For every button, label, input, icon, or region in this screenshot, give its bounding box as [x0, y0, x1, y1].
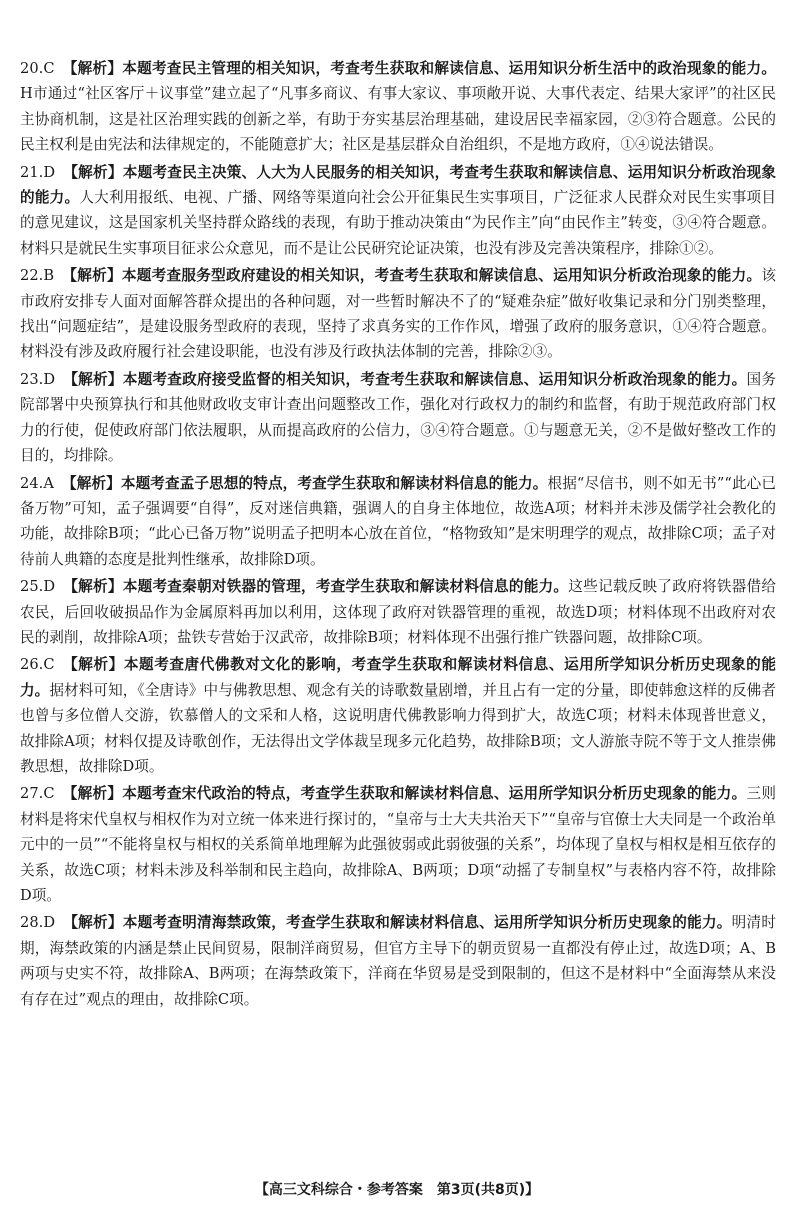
analysis-tag: 【解析】: [62, 267, 122, 285]
analysis-tag: 【解析】: [62, 656, 124, 674]
analysis-lead: 本题考查民主决策、人大为人民服务的相关知识，考查考生获取和解读信息、运用知识分析政治现象的能力。: [20, 163, 776, 207]
analysis-lead: 本题考查宋代政治的特点，考查学生获取和解读材料信息、运用所学知识分析历史现象的能力。: [122, 785, 747, 803]
analysis-body: 这些记载反映了政府将铁器借给农民，后回收破损品作为金属原料再加以利用，这体现了政府对铁器管理的重视，故选D项；材料体现不出政府对农民的剥削，故排除A项；盐铁专营始于汉武帝，故排除B项；材料体现不出强行推广铁器问题，故排除C项。: [20, 578, 777, 646]
answer-item-23: [20, 367, 776, 469]
question-number: 21.D: [20, 163, 56, 181]
page-footer: 【高三文科综合・参考答案 第3页(共8页)】: [254, 1182, 540, 1198]
analysis-tag: 【解析】: [63, 370, 123, 388]
analysis-lead: 本题考查孟子思想的特点，考查学生获取和解读材料信息的能力。: [120, 474, 548, 492]
analysis-body: 明清时期，海禁政策的内涵是禁止民间贸易，限制洋商贸易，但官方主导下的朝贡贸易一直都没有停止过，故选D项；A、B两项与史实不符，故排除A、B两项；在海禁政策下，洋商在华贸易是受到限制的，但这不是材料中“全面海禁从来没有存在过”观点的理由，故排除C项。: [20, 914, 777, 1008]
answer-item-20: [20, 56, 776, 158]
analysis-tag: 【解析】: [63, 914, 123, 932]
question-number: 20.C: [20, 60, 55, 77]
analysis-tag: 【解析】: [62, 785, 123, 803]
question-number: 24.A: [20, 474, 54, 492]
answer-paragraph: [20, 56, 776, 158]
question-number: 26.C: [20, 656, 55, 674]
answer-item-25: [20, 574, 776, 650]
answer-paragraph: [20, 471, 776, 573]
answer-paragraph: [20, 160, 776, 262]
answer-paragraph: [20, 781, 776, 908]
answer-paragraph: [20, 652, 776, 779]
analysis-body: 人大利用报纸、电视、广播、网络等渠道向社会公开征集民生实事项目，广泛征求人民群众对民生实事项目的意见建议，这是国家机关坚持群众路线的表现，有助于推动决策由“为民作主”向“由民作主”转变，③④符合题意。材料只是就民生实事项目征求公众意见，而不是让公民研究论证决策，也没有涉及完善决策程序，排除①②。: [20, 189, 776, 257]
answer-item-27: [20, 781, 776, 908]
analysis-tag: 【解析】: [63, 163, 123, 181]
analysis-lead: 本题考查明清海禁政策，考查学生获取和解读材料信息、运用所学知识分析历史现象的能力。: [122, 914, 732, 932]
answer-item-21: [20, 160, 776, 262]
analysis-body: 国务院部署中央预算执行和其他财政收支审计查出问题整改工作，强化对行政权力的制约和监督，有助于规范政府部门权力的行使，促使政府部门依法履职，从而提高政府的公信力，③④符合题意。①与题意无关，②不是做好整改工作的目的，均排除。: [20, 370, 776, 465]
analysis-body: 三则材料是将宋代皇权与相权作为对立统一体来进行探讨的，“皇帝与士大夫共治天下”“皇帝与官僚士大夫同是一个政治单元中的一员”“不能将皇权与相权的关系简单地理解为此强彼弱或此弱彼强的关系”，均体现了皇权与相权是相互依存的关系，故选C项；材料未涉及科举制和民主趋向，故排除A、B两项；D项“动摇了专制皇权”与表格内容不符，故排除D项。: [20, 785, 776, 904]
analysis-lead: 本题考查政府接受监督的相关知识，考查考生获取和解读信息、运用知识分析政治现象的能力。: [122, 370, 747, 388]
analysis-body: 根据“尽信书，则不如无书”“此心已备万物”可知，孟子强调要“自得”，反对迷信典籍，强调人的自身主体地位，故选A项；材料并未涉及儒学社会教化的功能，故排除B项；“此心已备万物”说明孟子把明本心放在首位，“格物致知”是宋明理学的观点，故排除C项；孟子对待前人典籍的态度是批判性继承，故排除D项。: [20, 474, 777, 568]
answer-item-28: [20, 910, 776, 1012]
question-number: 25.D: [20, 578, 56, 596]
analysis-lead: 本题考查秦朝对铁器的管理，考查学生获取和解读材料信息的能力。: [122, 578, 569, 596]
answer-paragraph: [20, 910, 776, 1012]
question-number: 22.B: [20, 267, 55, 285]
analysis-tag: 【解析】: [61, 474, 121, 492]
answer-paragraph: [20, 574, 776, 650]
answer-list: [20, 56, 776, 1014]
analysis-tag: 【解析】: [62, 60, 123, 77]
analysis-lead: 本题考查唐代佛教对文化的影响，考查学生获取和解读材料信息、运用所学知识分析历史现象的能力。: [20, 656, 777, 699]
analysis-body: 该市政府安排专人面对面解答群众提出的各种问题，对一些暂时解决不了的“疑难杂症”做好收集记录和分门别类整理，找出“问题症结”，是建设服务型政府的表现，坚持了求真务实的工作作风，增强了政府的服务意识，①④符合题意。材料没有涉及政府履行社会建设职能，也没有涉及行政执法体制的完善，排除②③。: [20, 267, 776, 361]
analysis-body: H市通过“社区客厅＋议事堂”建立起了“凡事多商议、有事大家议、事项敞开说、大事代表定、结果大家评”的社区民主协商机制，这是社区治理实践的创新之举，有助于夯实基层治理基础，建设居民幸福家园，②③符合题意。公民的民主权利是由宪法和法律规定的，不能随意扩大；社区是基层群众自治组织，不是地方政府，①④说法错误。: [20, 85, 776, 154]
answer-paragraph: [20, 263, 776, 365]
answer-paragraph: [20, 367, 776, 469]
answer-item-24: [20, 471, 776, 573]
question-number: 23.D: [20, 370, 56, 388]
analysis-tag: 【解析】: [63, 578, 123, 596]
analysis-lead: 本题考查民主管理的相关知识，考查考生获取和解读信息、运用知识分析生活中的政治现象的能力。: [122, 60, 776, 77]
question-number: 28.D: [20, 914, 56, 932]
analysis-body: 据材料可知，《全唐诗》中与佛教思想、观念有关的诗歌数量剧增，并且占有一定的分量，即使韩愈这样的反佛者也曾与多位僧人交游，钦慕僧人的文采和人格，这说明唐代佛教影响力得到扩大，故选C项；材料未体现普世意义，故排除A项；材料仅提及诗歌创作，无法得出文学体裁呈现多元化趋势，故排除B项；文人游旅寺院不等于文人推崇佛教思想，故排除D项。: [20, 681, 776, 775]
answer-item-26: [20, 652, 776, 779]
question-number: 27.C: [20, 785, 55, 803]
answer-item-22: [20, 263, 776, 365]
analysis-lead: 本题考查服务型政府建设的相关知识，考查考生获取和解读信息、运用知识分析政治现象的能力。: [121, 267, 762, 285]
